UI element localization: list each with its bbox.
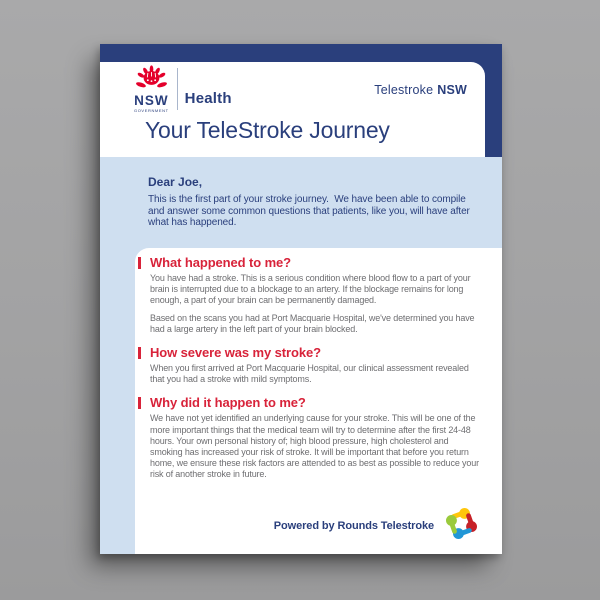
health-wordmark: Health — [184, 90, 232, 107]
waratah-flower-icon — [135, 65, 168, 94]
section-what-happened — [150, 256, 502, 335]
section-heading: How severe was my stroke? — [150, 345, 321, 361]
telestroke-nsw-label — [374, 83, 467, 97]
section-heading: Why did it happen to me? — [150, 395, 306, 411]
logo-divider — [177, 68, 178, 110]
section-paragraph: When you first arrived at Port Macquarie Hospital, our clinical assessment revealed that you had a stroke with mild symptoms. — [150, 363, 469, 385]
greeting-text: This is the first part of your stroke journey. We have been able to compile and answer some common questions that patients, like you, will have after what has happened. — [148, 194, 473, 229]
nsw-wordmark: NSW — [134, 93, 169, 108]
nsw-government-lockup — [134, 65, 169, 113]
lower-background — [100, 248, 502, 554]
government-wordmark: GOVERNMENT — [134, 108, 169, 113]
telestroke-label-bold: NSW — [437, 83, 467, 97]
section-why-happen — [150, 396, 502, 480]
section-marker-bar — [138, 257, 141, 269]
section-marker-bar — [138, 397, 141, 409]
page-title: Your TeleStroke Journey — [145, 117, 390, 143]
document-page — [100, 44, 502, 554]
section-paragraph: We have not yet identified an underlying cause for your stroke. This will be one of the more important things that the medical team will try to determine after the first 24-48 hours. Your own personal history of; high blood pressure, high cholesterol and smoking has increased your risk of stroke. It will be important that before you return home, we ensure these risk factors are attended to as best as possible to reduce your risk of another stroke in future. — [150, 413, 479, 480]
greeting-panel — [100, 157, 502, 248]
nsw-health-logo — [134, 65, 232, 113]
section-marker-bar — [138, 347, 141, 359]
section-heading: What happened to me? — [150, 255, 292, 270]
section-paragraph: You have had a stroke. This is a serious condition where blood flow to a part of your brain is interrupted due to a blockage to an artery. If the blockage remains for long enough, a part of your brain can be permanently damaged. — [150, 273, 471, 306]
section-paragraph: Based on the scans you had at Port Macquarie Hospital, we've determined you have had a large artery in the left part of your brain blocked. — [150, 312, 475, 334]
header-card — [100, 62, 485, 157]
section-how-severe — [150, 346, 502, 385]
content-card — [135, 248, 502, 554]
salutation: Dear Joe, — [148, 175, 203, 189]
footer — [274, 506, 480, 546]
powered-by-label: Powered by Rounds Telestroke — [273, 520, 434, 532]
rounds-telestroke-icon — [443, 506, 480, 546]
telestroke-label-prefix: Telestroke — [374, 83, 434, 97]
